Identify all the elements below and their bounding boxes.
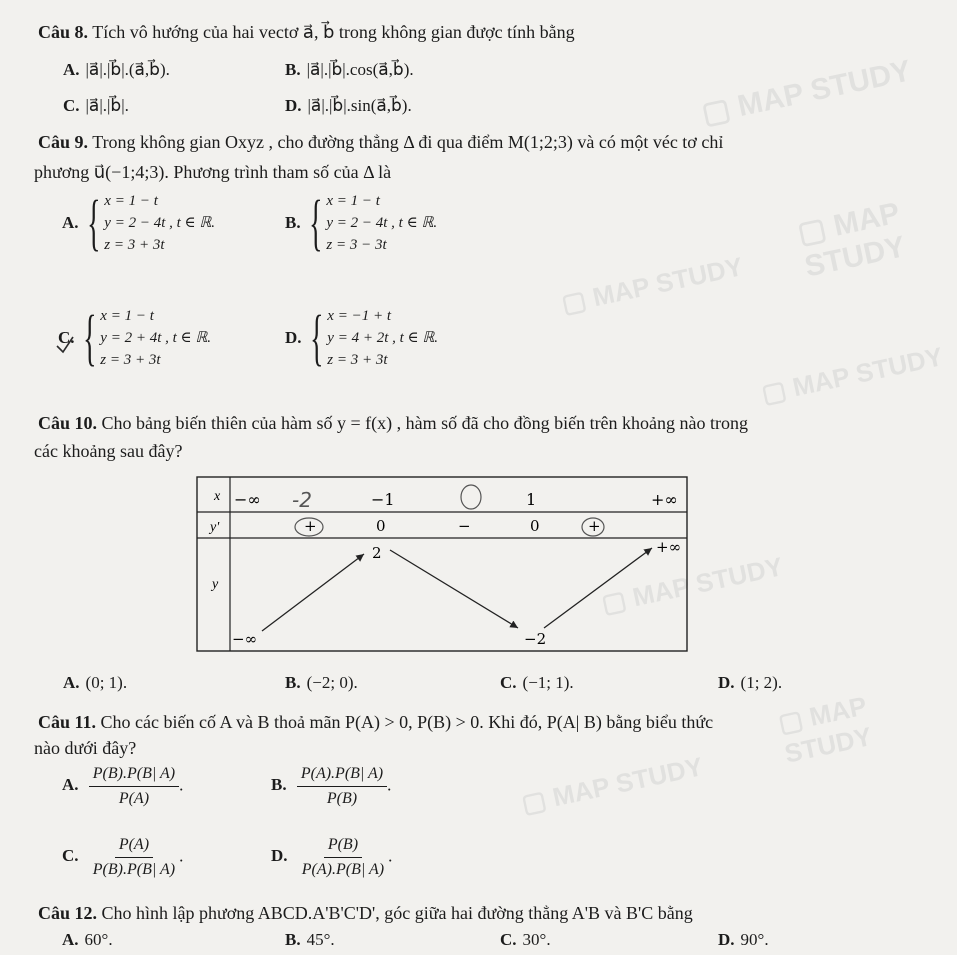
fraction: $\frac{P(B).P(B| A)}{P(A)}$ <box>89 765 179 808</box>
fraction: $\frac{P(B)}{P(A).P(B| A)}$ <box>301 836 385 878</box>
q12-option-c[interactable]: C. 30°. <box>500 930 551 949</box>
q12-option-b[interactable]: B. 45°. <box>285 930 335 949</box>
fraction: $\frac{P(A)}{P(B).P(B| A)}$ <box>92 836 176 878</box>
q9-stem-line2: phương u⃗(−1;4;3). Phương trình tham số của Δ là <box>34 162 392 182</box>
q8-option-b[interactable]: B. |a⃗|.|b⃗|.cos(a⃗,b⃗). <box>285 60 414 79</box>
answer-check-mark-icon <box>54 334 76 356</box>
watermark: ▢ MAP STUDY <box>698 54 914 131</box>
y-value-max: 2 <box>372 544 382 562</box>
q12-option-d[interactable]: D. 90°. <box>718 930 769 949</box>
watermark: ▢ MAP STUDY <box>518 751 706 819</box>
q10-option-c[interactable]: C. (−1; 1). <box>500 673 574 692</box>
q10-label: Câu 10. <box>38 413 98 433</box>
brace-icon: { <box>309 304 324 372</box>
q11-option-d[interactable]: D. $\frac{P(B)}{P(A).P(B| A)}$ . <box>271 836 393 878</box>
brace-icon: { <box>308 189 323 257</box>
q8-option-a[interactable]: A. |a⃗|.|b⃗|.(a⃗,b⃗). <box>63 60 170 79</box>
y-value-min: −2 <box>524 630 547 648</box>
q11-label: Câu 11. <box>38 712 97 732</box>
watermark: ▢ MAP STUDY <box>794 196 909 284</box>
x-value: −1 <box>371 490 395 509</box>
watermark: ▢ MAP STUDY <box>775 690 875 769</box>
q8-text: Tích vô hướng của hai vectơ a⃗, b⃗ trong không gian được tính bằng <box>92 22 575 42</box>
sign-value: 0 <box>376 517 386 535</box>
x-value: +∞ <box>651 490 678 509</box>
increasing-arrow-icon <box>544 548 652 628</box>
q12-stem: Câu 12. Cho hình lập phương ABCD.A'B'C'D', góc giữa hai đường thẳng A'B và B'C bằng <box>38 903 693 923</box>
variation-table <box>196 476 690 654</box>
q10-option-b[interactable]: B. (−2; 0). <box>285 673 358 692</box>
x-value: −∞ <box>234 490 261 509</box>
row-label-yprime: y' <box>210 520 220 535</box>
sign-value: 0 <box>530 517 540 535</box>
q9-option-c[interactable]: C. { x = 1 − t y = 2 + 4t , t ∈ ℝ. z = 3 + 3t <box>58 304 212 372</box>
q9-option-d[interactable]: D. { x = −1 + t y = 4 + 2t , t ∈ ℝ. z = 3 + 3t <box>285 304 439 372</box>
row-label-x: x <box>214 489 221 504</box>
watermark: ▢ MAP STUDY <box>598 551 786 619</box>
brace-icon: { <box>86 189 101 257</box>
q10-option-a[interactable]: A. (0; 1). <box>63 673 128 692</box>
q8-option-c[interactable]: C. |a⃗|.|b⃗|. <box>63 96 129 115</box>
q8-label: Câu 8. <box>38 22 89 42</box>
q9-option-b[interactable]: B. { x = 1 − t y = 2 − 4t , t ∈ ℝ. z = 3 − 3t <box>285 189 438 257</box>
sign-value: + <box>304 517 317 535</box>
q12-option-a[interactable]: A. 60°. <box>62 930 113 949</box>
q8-stem <box>38 22 575 43</box>
handwritten-note: -2 <box>292 488 312 512</box>
watermark: ▢ MAP STUDY <box>758 341 946 409</box>
q12-label: Câu 12. <box>38 903 98 923</box>
decreasing-arrow-icon <box>390 550 518 628</box>
y-value-plus-inf: +∞ <box>656 538 682 556</box>
q8-option-d[interactable]: D. |a⃗|.|b⃗|.sin(a⃗,b⃗). <box>285 96 412 115</box>
y-value-minus-inf: −∞ <box>232 630 258 648</box>
increasing-arrow-icon <box>262 554 364 631</box>
q10-option-d[interactable]: D. (1; 2). <box>718 673 783 692</box>
handwritten-circle-icon <box>461 485 481 509</box>
x-value: 1 <box>526 490 537 509</box>
q10-stem-line2: các khoảng sau đây? <box>34 441 183 461</box>
q11-option-a[interactable]: A. $\frac{P(B).P(B| A)}{P(A)}$ . <box>62 765 184 807</box>
q9-label: Câu 9. <box>38 132 89 152</box>
q11-option-b[interactable]: B. $\frac{P(A).P(B| A)}{P(B)}$ . <box>271 765 392 807</box>
q9-stem-line1: Câu 9. Trong không gian Oxyz , cho đường thẳng Δ đi qua điểm M(1;2;3) và có một véc tơ chỉ <box>38 132 724 152</box>
q11-option-c[interactable]: C. $\frac{P(A)}{P(B).P(B| A)}$ . <box>62 836 184 878</box>
sign-value: + <box>588 517 601 535</box>
sign-value: − <box>458 517 471 535</box>
q11-stem-line2: nào dưới đây? <box>34 738 137 758</box>
q11-stem-line1: Câu 11. Cho các biến cố A và B thoả mãn P(A) > 0, P(B) > 0. Khi đó, P(A| B) bằng biểu thức <box>38 712 714 732</box>
q10-stem-line1: Câu 10. Cho bảng biến thiên của hàm số y = f(x) , hàm số đã cho đồng biến trên khoảng nào trong <box>38 413 749 433</box>
row-label-y: y <box>212 577 219 592</box>
fraction: $\frac{P(A).P(B| A)}{P(B)}$ <box>297 765 387 808</box>
q9-option-a[interactable]: A. { x = 1 − t y = 2 − 4t , t ∈ ℝ. z = 3 + 3t <box>62 189 216 257</box>
brace-icon: { <box>82 304 97 372</box>
watermark: ▢ MAP STUDY <box>558 251 746 319</box>
